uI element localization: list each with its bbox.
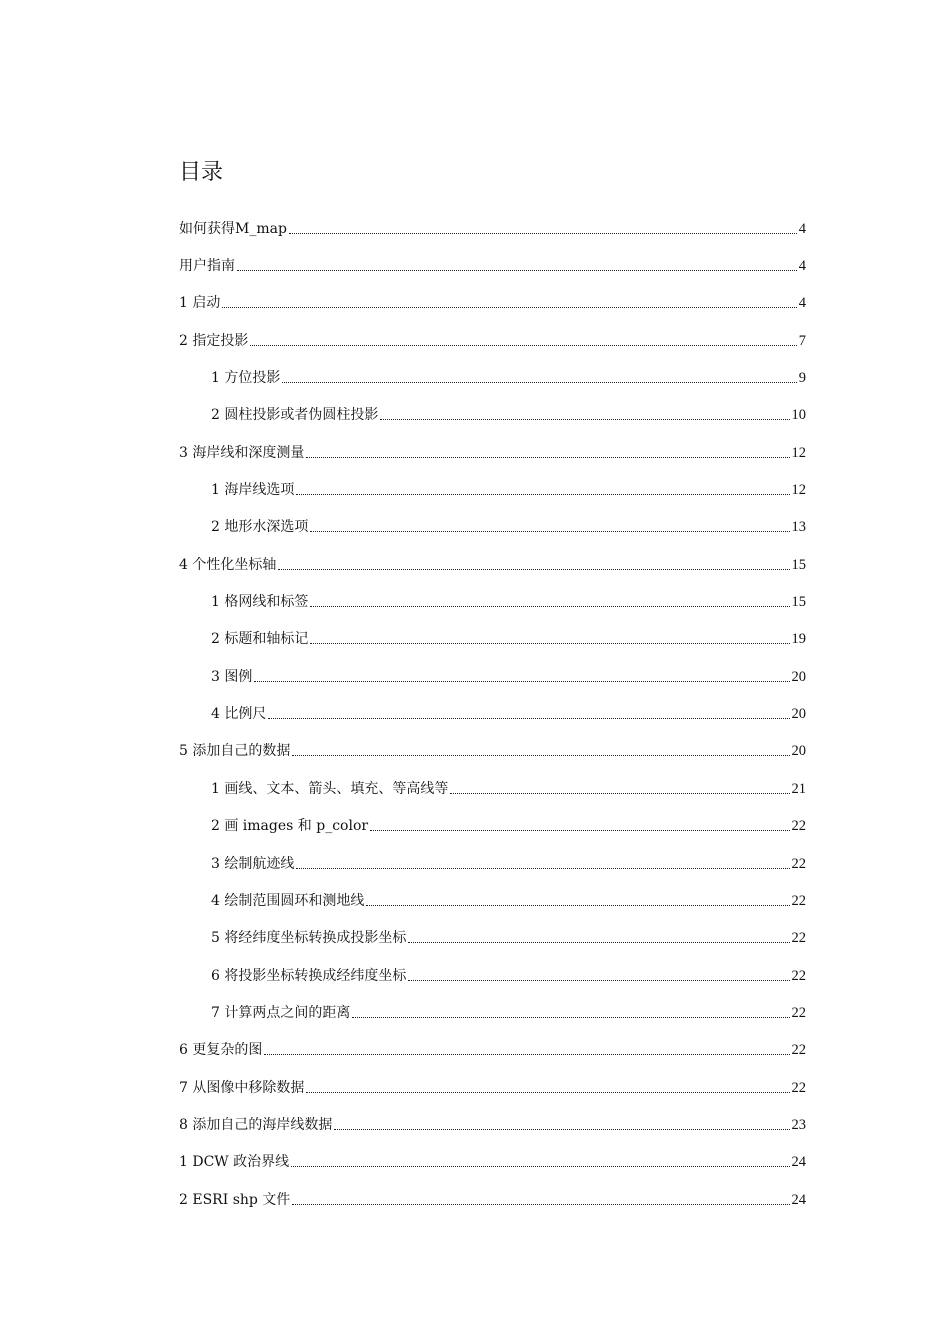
toc-entry-page-number: 15 [791,594,806,611]
toc-entry[interactable] [0,509,806,546]
toc-entry-label: 8 添加自己的海岸线数据 [179,1116,333,1133]
toc-dot-leader [296,480,789,500]
toc-entry-label: 3 图例 [211,668,253,685]
toc-entry-page-number: 22 [791,892,806,909]
toc-dot-leader [352,1003,789,1023]
toc-dot-leader [306,443,789,463]
toc-entry-page-number: 20 [791,668,806,685]
toc-entry-page-number: 20 [791,706,806,723]
toc-dot-leader [450,779,789,799]
toc-entry-label: 1 方位投影 [211,370,281,387]
toc-entry-page-number: 12 [791,482,806,499]
toc-entry[interactable] [0,957,806,994]
toc-entry-page-number: 4 [798,258,806,275]
toc-dot-leader [254,667,789,687]
toc-entry-page-number: 10 [791,407,806,424]
toc-dot-leader [306,1078,789,1098]
toc-entry-label: 2 画 images 和 p_color [211,818,369,835]
toc-dot-leader [366,891,789,911]
toc-entry-label: 用户指南 [179,258,235,275]
toc-dot-leader [310,517,789,537]
toc-entry-label: 7 计算两点之间的距离 [211,1004,351,1021]
toc-entry[interactable] [0,471,806,508]
toc-entry-label: 1 启动 [179,295,221,312]
toc-entry[interactable] [0,322,806,359]
toc-dot-leader [310,592,789,612]
toc-dot-leader [370,816,789,836]
toc-entry-label: 1 海岸线选项 [211,482,295,499]
toc-dot-leader [408,966,789,986]
toc-entry[interactable] [0,621,806,658]
toc-dot-leader [250,331,796,351]
table-of-contents [0,210,950,1218]
toc-entry-page-number: 22 [791,967,806,984]
toc-entry[interactable] [0,695,806,732]
toc-entry-label: 1 画线、文本、箭头、填充、等高线等 [211,780,449,797]
toc-entry-label: 7 从图像中移除数据 [179,1079,305,1096]
toc-entry-page-number: 12 [791,444,806,461]
toc-dot-leader [292,741,789,761]
toc-dot-leader [278,555,789,575]
toc-entry-label: 4 个性化坐标轴 [179,556,277,573]
page-title: 目录 [179,160,224,185]
toc-entry[interactable] [0,994,806,1031]
toc-entry-label: 1 DCW 政治界线 [179,1154,290,1171]
toc-entry-page-number: 19 [791,631,806,648]
toc-entry[interactable] [0,1106,806,1143]
toc-entry[interactable] [0,808,806,845]
toc-dot-leader [264,1040,789,1060]
toc-entry-label: 3 海岸线和深度测量 [179,444,305,461]
toc-entry[interactable] [0,397,806,434]
toc-entry[interactable] [0,845,806,882]
toc-entry-page-number: 4 [798,220,806,237]
toc-entry[interactable] [0,770,806,807]
toc-entry-label: 6 更复杂的图 [179,1042,263,1059]
toc-entry[interactable] [0,210,806,247]
toc-entry[interactable] [0,434,806,471]
toc-entry-page-number: 21 [791,780,806,797]
toc-dot-leader [282,368,796,388]
toc-dot-leader [310,629,789,649]
toc-entry-page-number: 22 [791,818,806,835]
toc-entry-page-number: 22 [791,930,806,947]
toc-dot-leader [380,405,789,425]
toc-entry[interactable] [0,1069,806,1106]
toc-entry-label: 如何获得M_map [179,220,287,237]
toc-entry-label: 1 格网线和标签 [211,594,309,611]
toc-entry[interactable] [0,1144,806,1181]
toc-entry-page-number: 9 [798,370,806,387]
toc-entry-page-number: 22 [791,1042,806,1059]
toc-entry[interactable] [0,1032,806,1069]
toc-entry-label: 2 地形水深选项 [211,519,309,536]
toc-entry-page-number: 23 [791,1116,806,1133]
toc-entry-label: 3 绘制航迹线 [211,855,295,872]
toc-entry-label: 2 指定投影 [179,332,249,349]
toc-dot-leader [291,1152,789,1172]
toc-entry-page-number: 24 [791,1154,806,1171]
toc-entry[interactable] [0,359,806,396]
toc-entry[interactable] [0,583,806,620]
toc-entry-label: 6 将投影坐标转换成经纬度坐标 [211,967,407,984]
toc-entry-page-number: 4 [798,295,806,312]
toc-dot-leader [289,219,797,239]
toc-entry-label: 5 添加自己的数据 [179,743,291,760]
toc-dot-leader [408,928,789,948]
toc-dot-leader [334,1115,789,1135]
toc-entry[interactable] [0,285,806,322]
toc-entry-label: 5 将经纬度坐标转换成投影坐标 [211,930,407,947]
toc-entry-label: 2 圆柱投影或者伪圆柱投影 [211,407,379,424]
toc-entry[interactable] [0,1181,806,1218]
toc-entry-page-number: 22 [791,1004,806,1021]
toc-entry-page-number: 15 [791,556,806,573]
toc-dot-leader [222,293,796,313]
toc-entry[interactable] [0,920,806,957]
toc-entry-page-number: 22 [791,1079,806,1096]
toc-entry-page-number: 13 [791,519,806,536]
toc-entry[interactable] [0,546,806,583]
toc-entry[interactable] [0,733,806,770]
toc-entry-label: 2 标题和轴标记 [211,631,309,648]
toc-entry-page-number: 20 [791,743,806,760]
toc-entry-page-number: 7 [798,332,806,349]
toc-entry[interactable] [0,658,806,695]
toc-entry[interactable] [0,882,806,919]
toc-entry-page-number: 22 [791,855,806,872]
toc-entry-label: 4 比例尺 [211,706,267,723]
toc-entry-page-number: 24 [791,1191,806,1208]
toc-dot-leader [292,1190,789,1210]
toc-entry[interactable] [0,247,806,284]
toc-dot-leader [296,854,789,874]
toc-entry-label: 2 ESRI shp 文件 [179,1191,291,1208]
toc-dot-leader [268,704,789,724]
toc-dot-leader [237,256,797,276]
toc-entry-label: 4 绘制范围圆环和测地线 [211,892,365,909]
